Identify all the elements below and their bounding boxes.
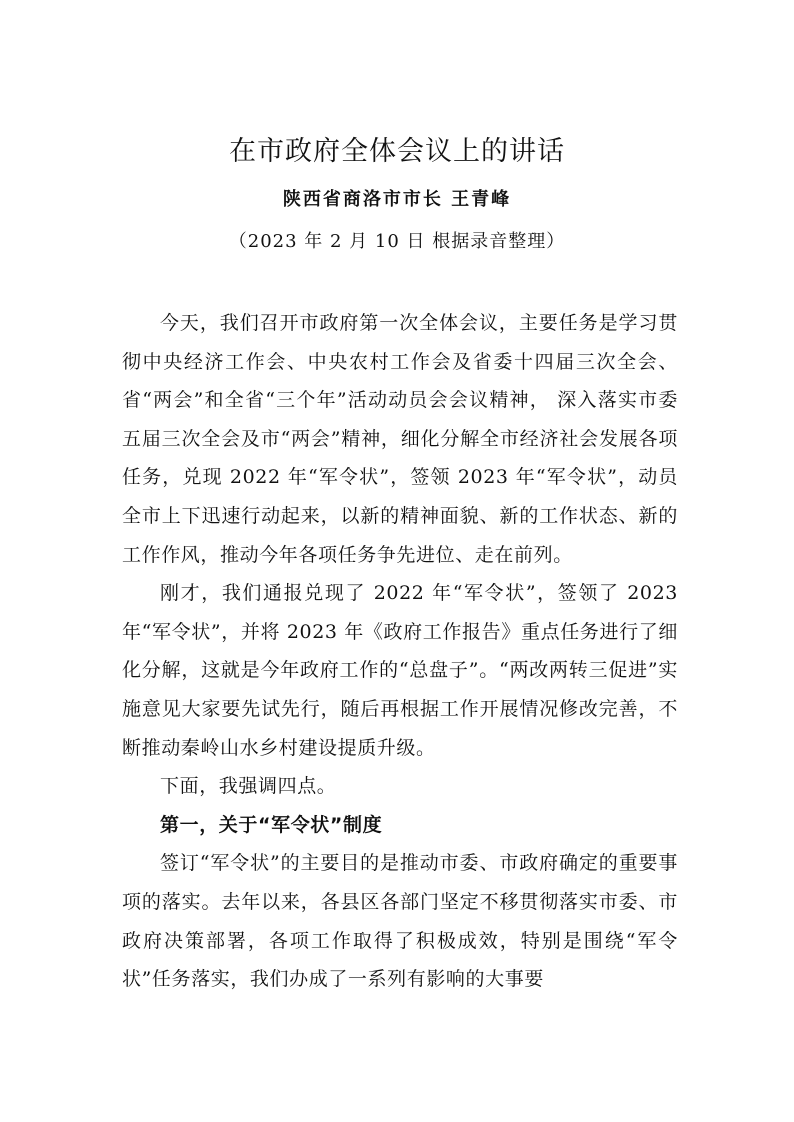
paragraph-report: 刚才，我们通报兑现了 2022 年“军令状”，签领了 2023 年“军令状”，并将 2023 年《政府工作报告》重点任务进行了细化分解，这就是今年政府工作的“总盘子”。“两改两转三促进”实施意见大家要先试先行，随后再根据工作开展情况修改完善，不断推动秦岭山水乡村建设提质升级。 bbox=[122, 582, 678, 759]
document-date-note: （2023 年 2 月 10 日 根据录音整理） bbox=[228, 231, 566, 252]
document-author: 陕西省商洛市市长 王青峰 bbox=[282, 189, 512, 210]
document-title: 在市政府全体会议上的讲话 bbox=[229, 136, 565, 167]
paragraph-section-1: 签订“军令状”的主要目的是推动市委、市政府确定的重要事项的落实。去年以来，各县区各部门坚定不移贯彻落实市委、市政府决策部署，各项工作取得了积极成效，特别是围绕“军令状”任务落实，我们办成了一系列有影响的大事要 bbox=[122, 852, 678, 991]
paragraph-intro: 今天，我们召开市政府第一次全体会议，主要任务是学习贯彻中央经济工作会、中央农村工作会及省委十四届三次全会、省“两会”和全省“三个年”活动动员会会议精神， 深入落实市委五届三次全会及市“两会”精神，细化分解全市经济社会发展各项任务，兑现 2022 年“军令状”，签领 2023 年“军令状”，动员全市上下迅速行动起来，以新的精神面貌、新的工作状态、新的工作作风，推动今年各项任务争先进位、走在前列。 bbox=[122, 312, 678, 566]
document-body bbox=[122, 304, 678, 999]
section-heading-1: 第一，关于“军令状”制度 bbox=[160, 813, 383, 836]
paragraph-four-points: 下面，我强调四点。 bbox=[160, 775, 337, 798]
